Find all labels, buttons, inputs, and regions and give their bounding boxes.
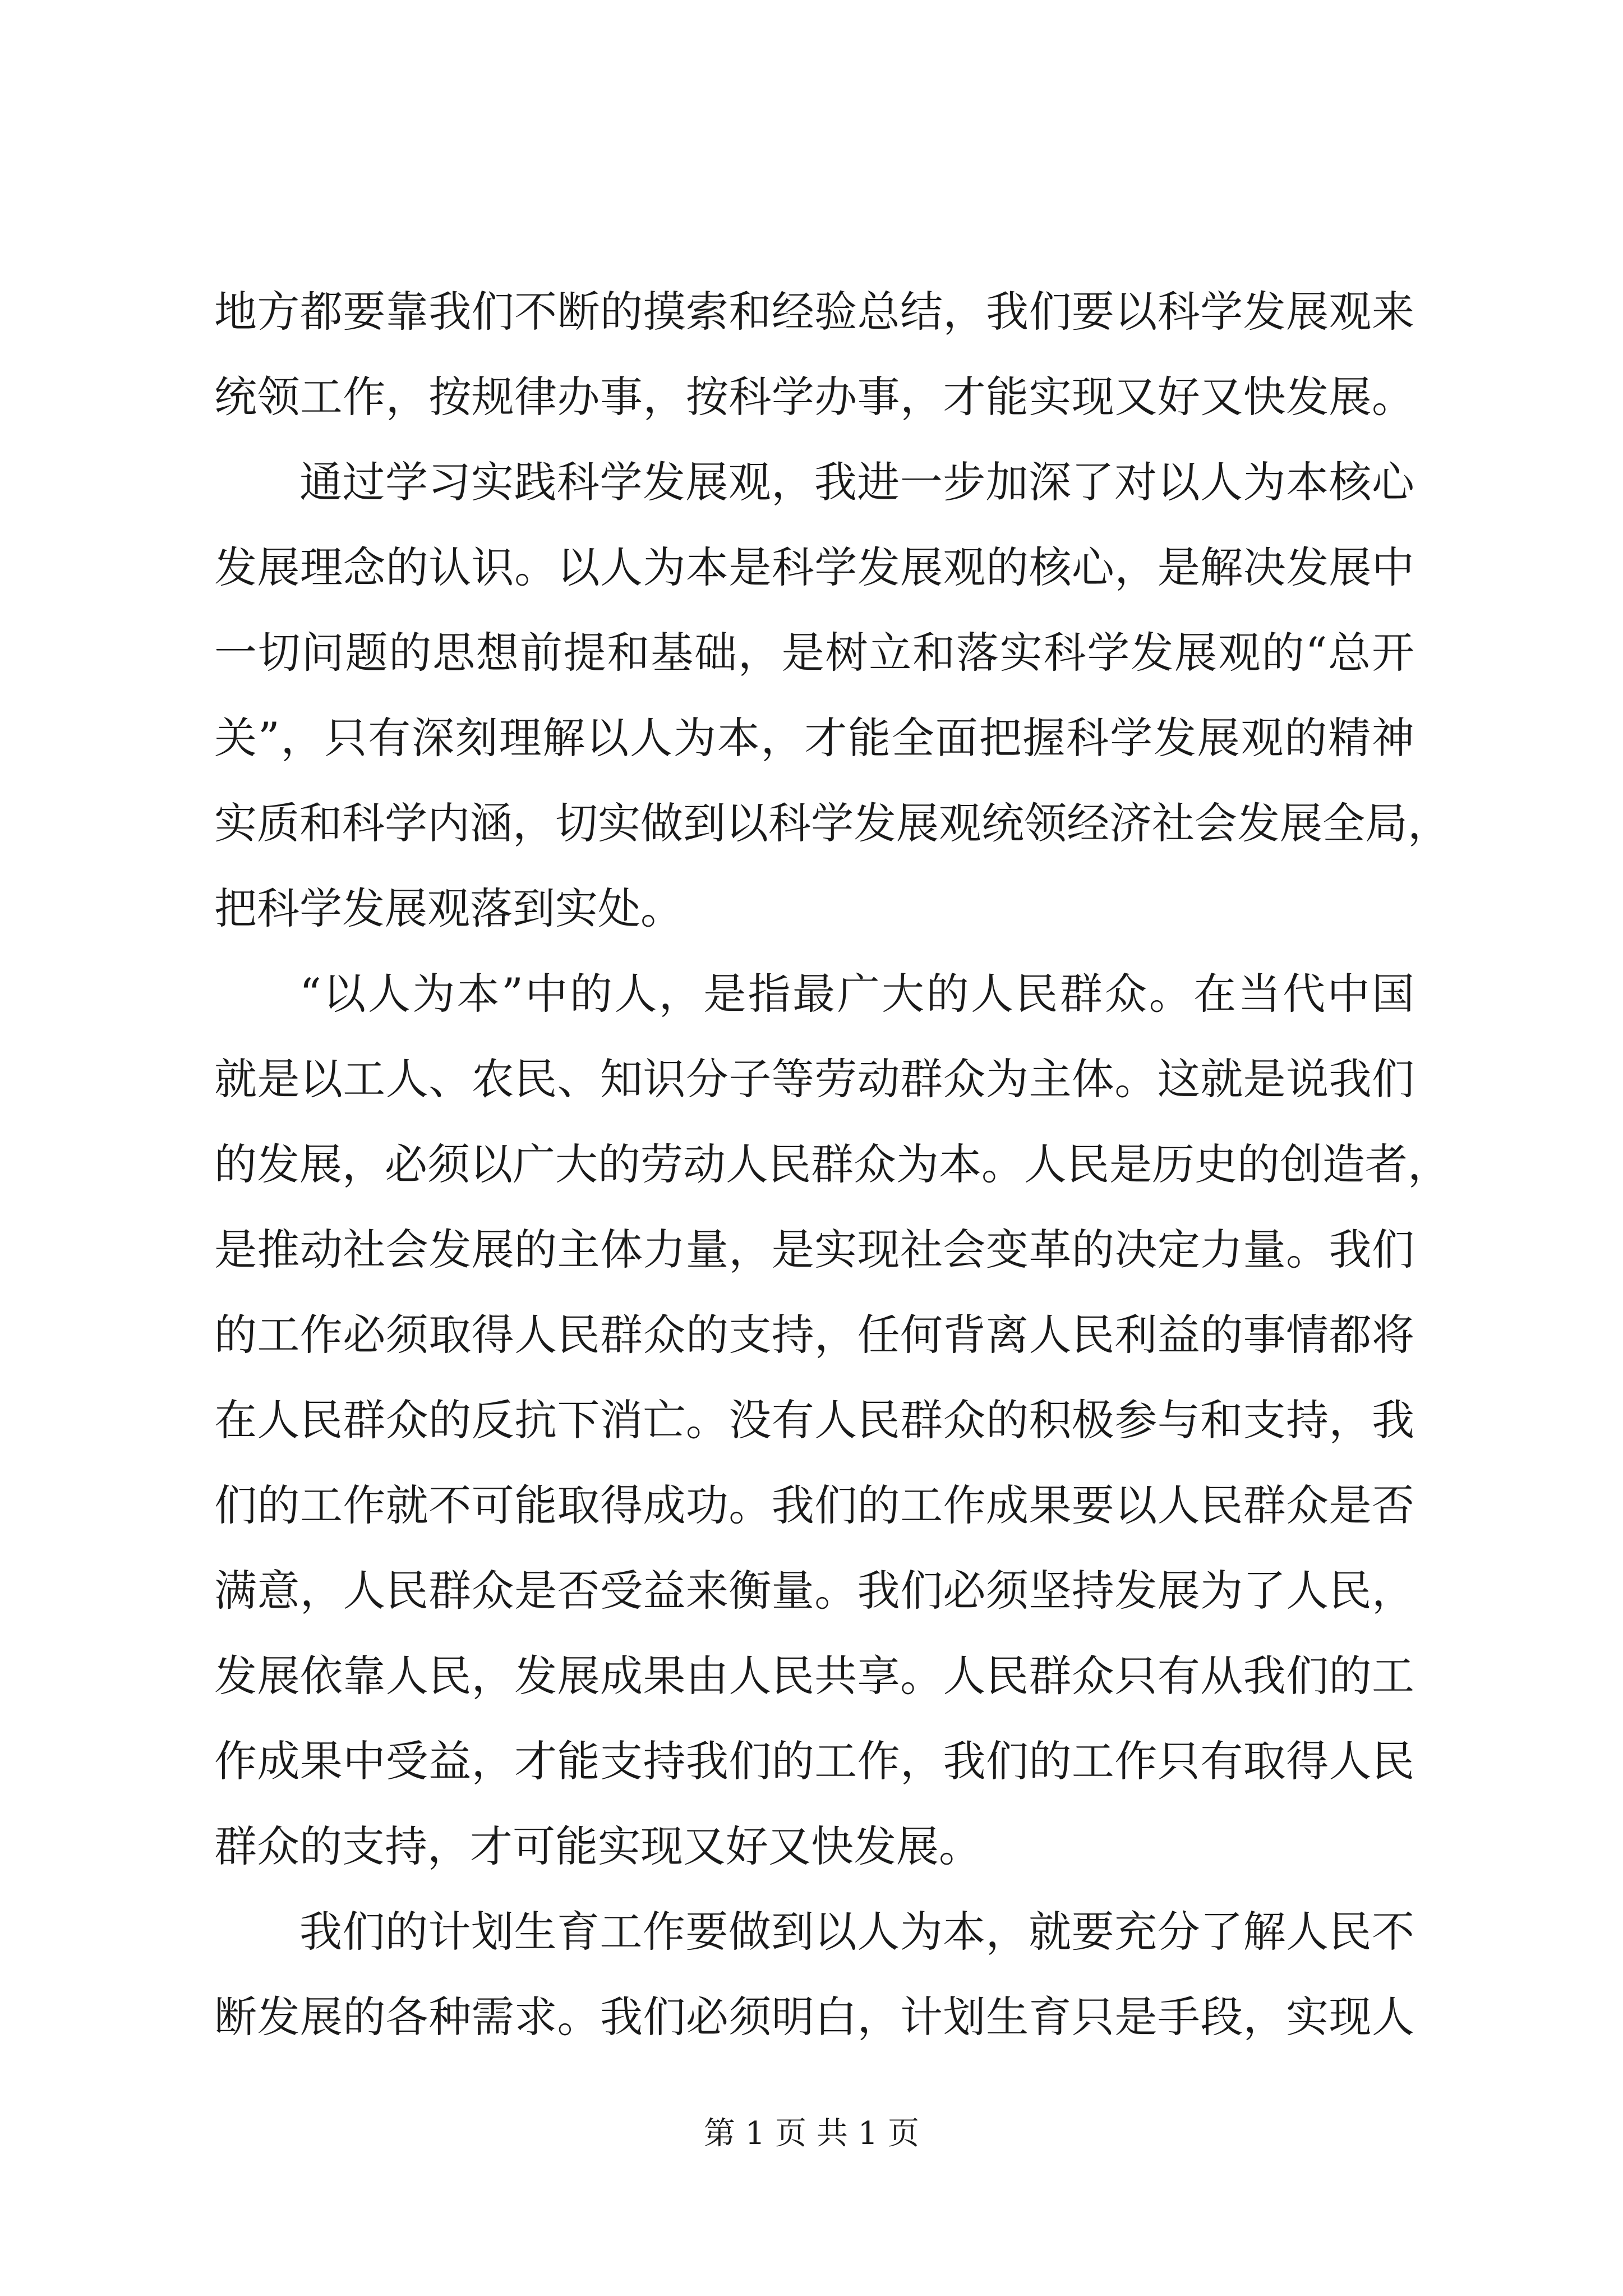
- text-line: 断发展的各种需求。我们必须明白，计划生育只是手段，实现人: [214, 1992, 1414, 2042]
- text-line: 的发展，必须以广大的劳动人民群众为本。人民是历史的创造者，: [214, 1139, 1450, 1189]
- text-line: 发展理念的认识。以人为本是科学发展观的核心，是解决发展中: [214, 542, 1414, 592]
- text-line: 作成果中受益，才能支持我们的工作，我们的工作只有取得人民: [214, 1736, 1414, 1786]
- page-number-footer: 第 1 页 共 1 页: [703, 2115, 920, 2152]
- text-line: 关”，只有深刻理解以人为本，才能全面把握科学发展观的精神: [214, 713, 1414, 763]
- text-line: 发展依靠人民，发展成果由人民共享。人民群众只有从我们的工: [214, 1651, 1414, 1701]
- text-line: 群众的支持，才可能实现又好又快发展。: [214, 1821, 981, 1871]
- text-line: 满意，人民群众是否受益来衡量。我们必须坚持发展为了人民，: [214, 1566, 1414, 1616]
- text-line: 的工作必须取得人民群众的支持，任何背离人民利益的事情都将: [214, 1310, 1414, 1360]
- text-line: 我们的计划生育工作要做到以人为本，就要充分了解人民不: [299, 1907, 1414, 1957]
- text-line: “以人为本”中的人，是指最广大的人民群众。在当代中国: [299, 969, 1414, 1019]
- body-text: [214, 269, 1450, 2060]
- text-line: 地方都要靠我们不断的摸索和经验总结，我们要以科学发展观来: [214, 287, 1414, 337]
- text-line: 实质和科学内涵，切实做到以科学发展观统领经济社会发展全局，: [214, 798, 1450, 848]
- text-line: 是推动社会发展的主体力量，是实现社会变革的决定力量。我们: [214, 1225, 1414, 1274]
- text-line: 在人民群众的反抗下消亡。没有人民群众的积极参与和支持，我: [214, 1395, 1414, 1445]
- text-line: 就是以工人、农民、知识分子等劳动群众为主体。这就是说我们: [214, 1054, 1414, 1104]
- text-line: 统领工作，按规律办事，按科学办事，才能实现又好又快发展。: [214, 372, 1414, 422]
- text-line: 们的工作就不可能取得成功。我们的工作成果要以人民群众是否: [214, 1480, 1414, 1530]
- text-line: 通过学习实践科学发展观，我进一步加深了对以人为本核心: [299, 457, 1414, 507]
- text-line: 一切问题的思想前提和基础，是树立和落实科学发展观的“总开: [214, 628, 1414, 678]
- text-line: 把科学发展观落到实处。: [214, 884, 683, 933]
